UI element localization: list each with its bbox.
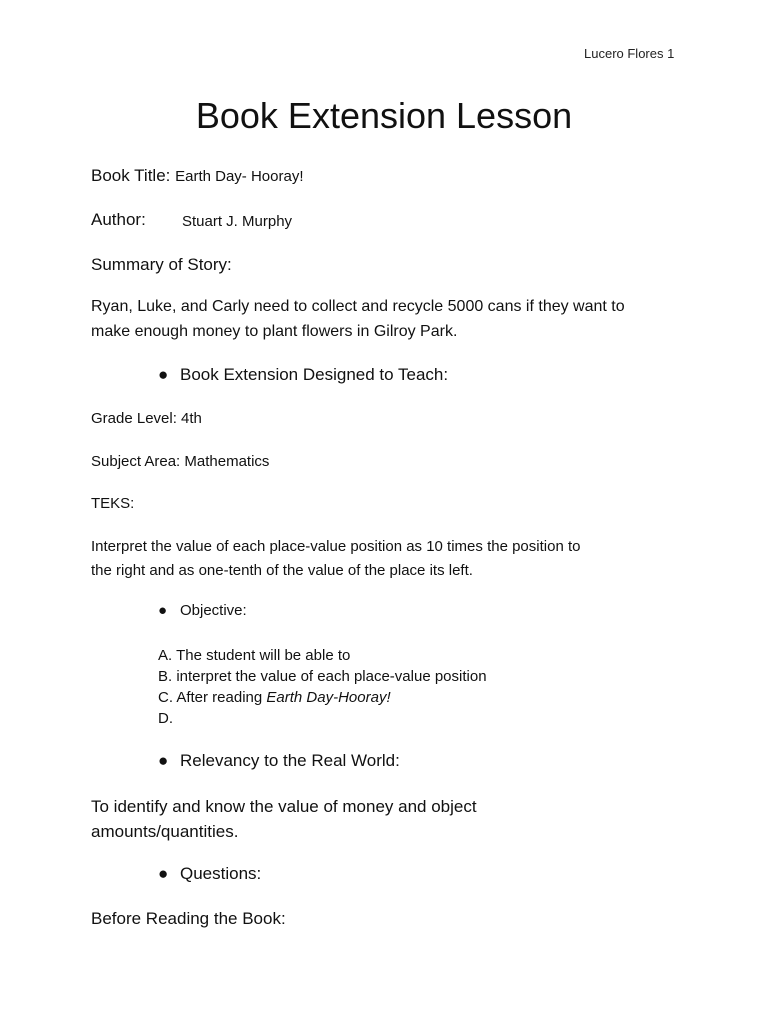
bullet-text: Relevancy to the Real World: [180, 751, 400, 770]
summary-label: Summary of Story: [91, 255, 232, 274]
bullet-objective [158, 602, 247, 619]
bullet-dot-icon: ● [158, 751, 169, 770]
before-reading-heading: Before Reading the Book: [91, 909, 286, 928]
bullet-relevancy [158, 751, 400, 771]
author-value: Stuart J. Murphy [182, 213, 293, 230]
page-title: Book Extension Lesson [195, 95, 573, 136]
author-label: Author: [91, 210, 146, 229]
objective-item-a: A. The student will be able to [158, 647, 351, 664]
objective-item-c [158, 687, 487, 708]
book-title-line [91, 166, 304, 187]
teks-text [91, 535, 580, 583]
book-title-value: Earth Day- Hooray! [175, 168, 304, 185]
objective-item-d: D. [158, 710, 173, 727]
teks-line: Interpret the value of each place-value position as 10 times the position to [91, 538, 581, 555]
relevancy-text [91, 794, 477, 844]
book-title-label: Book Title: [91, 166, 171, 185]
summary-text [91, 294, 625, 344]
bullet-text: Objective: [180, 602, 247, 619]
subject-area: Subject Area: Mathematics [91, 453, 270, 470]
bullet-dot-icon: ● [158, 864, 169, 883]
bullet-designed-to-teach [158, 365, 448, 385]
bullet-text: Questions: [180, 864, 262, 883]
summary-line: Ryan, Luke, and Carly need to collect and recycle 5000 cans if they want to [91, 298, 625, 315]
bullet-dot-icon: ● [158, 602, 168, 619]
objectives-list [158, 645, 487, 729]
objective-c-prefix: C. After reading [158, 689, 267, 706]
bullet-text: Book Extension Designed to Teach: [180, 365, 449, 384]
bullet-questions [158, 864, 261, 884]
relevancy-line: amounts/quantities. [91, 822, 239, 841]
objective-item-b: B. interpret the value of each place-value position [158, 668, 487, 685]
bullet-dot-icon: ● [158, 365, 169, 384]
objective-c-book-title: Earth Day-Hooray! [266, 689, 391, 706]
summary-line: make enough money to plant flowers in Gilroy Park. [91, 323, 458, 340]
grade-level: Grade Level: 4th [91, 410, 202, 427]
page-header: Lucero Flores 1 [584, 46, 675, 61]
relevancy-line: To identify and know the value of money and object [91, 797, 477, 816]
teks-line: the right and as one-tenth of the value of the place its left. [91, 562, 473, 579]
teks-label: TEKS: [91, 495, 135, 512]
